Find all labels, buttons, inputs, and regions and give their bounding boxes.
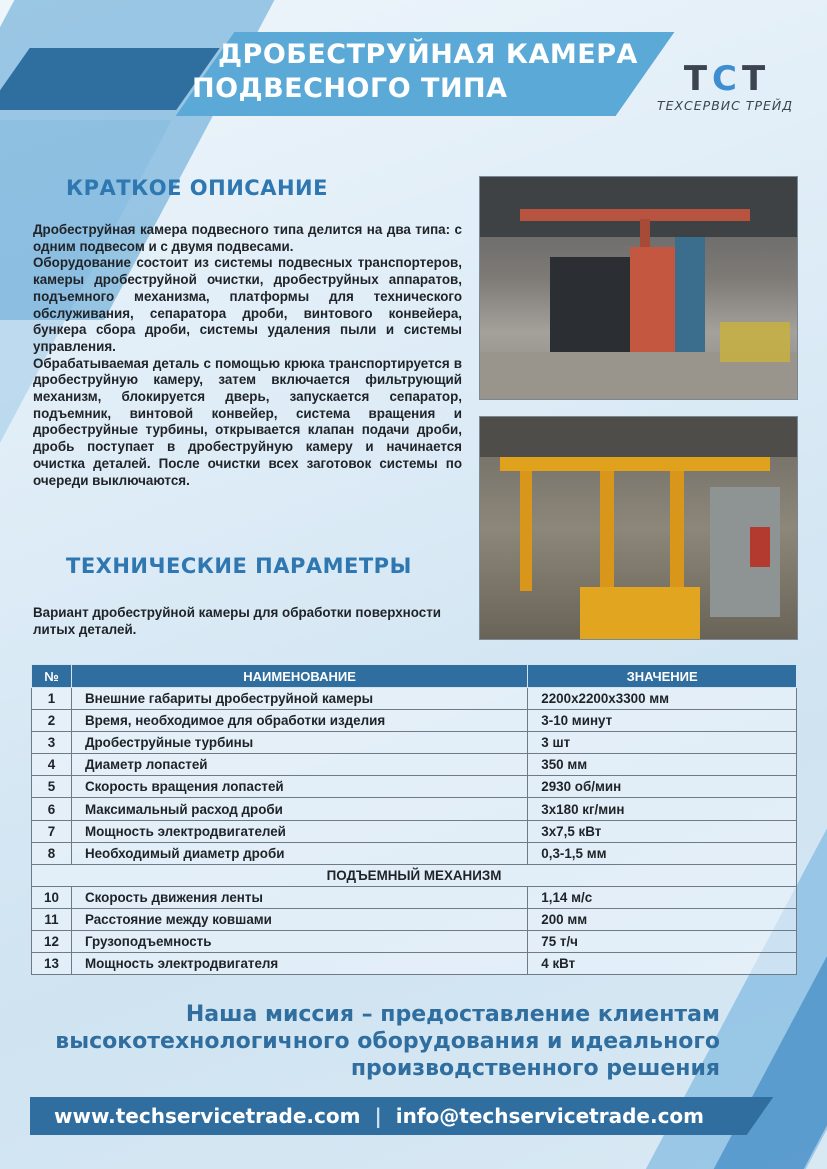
row-value: 2930 об/мин [528,776,797,798]
page-title-line2: ПОДВЕСНОГО ТИПА [192,73,508,104]
logo-letter: C [712,59,738,99]
table-row [32,710,797,732]
description-paragraph: Дробеструйная камера подвесного типа делится на два типа: с одним подвесом и с двумя подвесами. [33,222,462,254]
email-link[interactable]: info@techservicetrade.com [395,1104,704,1128]
footer-contacts [30,1097,745,1135]
row-number: 4 [32,754,72,776]
mission-line: высокотехнологичного оборудования и идеального [55,1029,720,1054]
table-row [32,842,797,864]
row-name: Дробеструйные турбины [71,732,527,754]
row-value: 75 т/ч [528,931,797,953]
table-row [32,798,797,820]
table-row [32,688,797,710]
column-header-value: ЗНАЧЕНИЕ [528,665,797,688]
row-value: 0,3-1,5 мм [528,842,797,864]
description-paragraph: Оборудование состоит из системы подвесных транспортеров, камеры дробеструйной очистки, дробеструйных аппаратов, подъемного механизма, платформы для технического обслуживания, сепаратора дроби, винтового конвейера, бункера сбора дроби, системы удаления пыли и системы управления. [33,255,462,354]
column-header-number: № [32,665,72,688]
row-number: 11 [32,908,72,930]
logo-letter: T [683,59,709,99]
row-name: Скорость вращения лопастей [71,776,527,798]
row-number: 8 [32,842,72,864]
table-row [32,953,797,975]
row-name: Время, необходимое для обработки изделия [71,710,527,732]
row-number: 7 [32,820,72,842]
table-row [32,776,797,798]
table-row [32,732,797,754]
table-row [32,754,797,776]
params-heading: ТЕХНИЧЕСКИЕ ПАРАМЕТРЫ [66,554,412,578]
table-section-label: ПОДЪЕМНЫЙ МЕХАНИЗМ [32,864,797,886]
logo-text: ТЕХСЕРВИС ТРЕЙД [656,98,794,113]
logo-letter: T [741,59,767,99]
row-value: 3x7,5 кВт [528,820,797,842]
row-name: Максимальный расход дроби [71,798,527,820]
mission-line: производственного решения [350,1056,720,1081]
footer-separator: | [374,1104,382,1128]
row-number: 13 [32,953,72,975]
row-number: 6 [32,798,72,820]
row-name: Грузоподъемность [71,931,527,953]
row-value: 3 шт [528,732,797,754]
table-header-row [32,665,797,688]
row-number: 12 [32,931,72,953]
row-value: 200 мм [528,908,797,930]
mission-line: Наша миссия – предоставление клиентам [185,1002,720,1027]
mission-statement [30,1001,720,1082]
column-header-name: НАИМЕНОВАНИЕ [71,665,527,688]
table-row [32,908,797,930]
row-value: 2200x2200x3300 мм [528,688,797,710]
equipment-photo-hoist [479,416,798,640]
params-table [31,664,797,975]
row-name: Мощность электродвигателя [71,953,527,975]
company-logo [650,59,800,113]
website-link[interactable]: www.techservicetrade.com [54,1104,361,1128]
page-title [192,38,638,106]
page-title-line1: ДРОБЕСТРУЙНАЯ КАМЕРА [218,39,638,70]
table-row [32,820,797,842]
row-number: 10 [32,886,72,908]
row-name: Диаметр лопастей [71,754,527,776]
row-number: 1 [32,688,72,710]
logo-mark [650,59,800,99]
params-intro: Вариант дробеструйной камеры для обработки поверхности литых деталей. [33,605,441,637]
row-value: 4 кВт [528,953,797,975]
row-value: 1,14 м/с [528,886,797,908]
table-row [32,931,797,953]
row-value: 3-10 минут [528,710,797,732]
row-value: 3x180 кг/мин [528,798,797,820]
row-name: Необходимый диаметр дроби [71,842,527,864]
row-value: 350 мм [528,754,797,776]
row-number: 5 [32,776,72,798]
row-name: Мощность электродвигателей [71,820,527,842]
description-paragraph: Обрабатываемая деталь с помощью крюка транспортируется в дробеструйную камеру, затем включается фильтрующий механизм, блокируется дверь, запускается сепаратор, подъемник, винтовой конвейер, система вращения и дробеструйные турбины, открывается клапан подачи дроби, дробь поступает в дробеструйную камеру и начинается очистка деталей. После очистки всех заготовок системы по очереди выключаются. [33,355,462,488]
row-name: Скорость движения ленты [71,886,527,908]
row-number: 2 [32,710,72,732]
row-name: Внешние габариты дробеструйной камеры [71,688,527,710]
table-section-row [32,864,797,886]
table-row [32,886,797,908]
row-name: Расстояние между ковшами [71,908,527,930]
row-number: 3 [32,732,72,754]
description-heading: КРАТКОЕ ОПИСАНИЕ [66,176,328,200]
equipment-photo-chamber [479,176,798,400]
description-text [33,222,462,489]
